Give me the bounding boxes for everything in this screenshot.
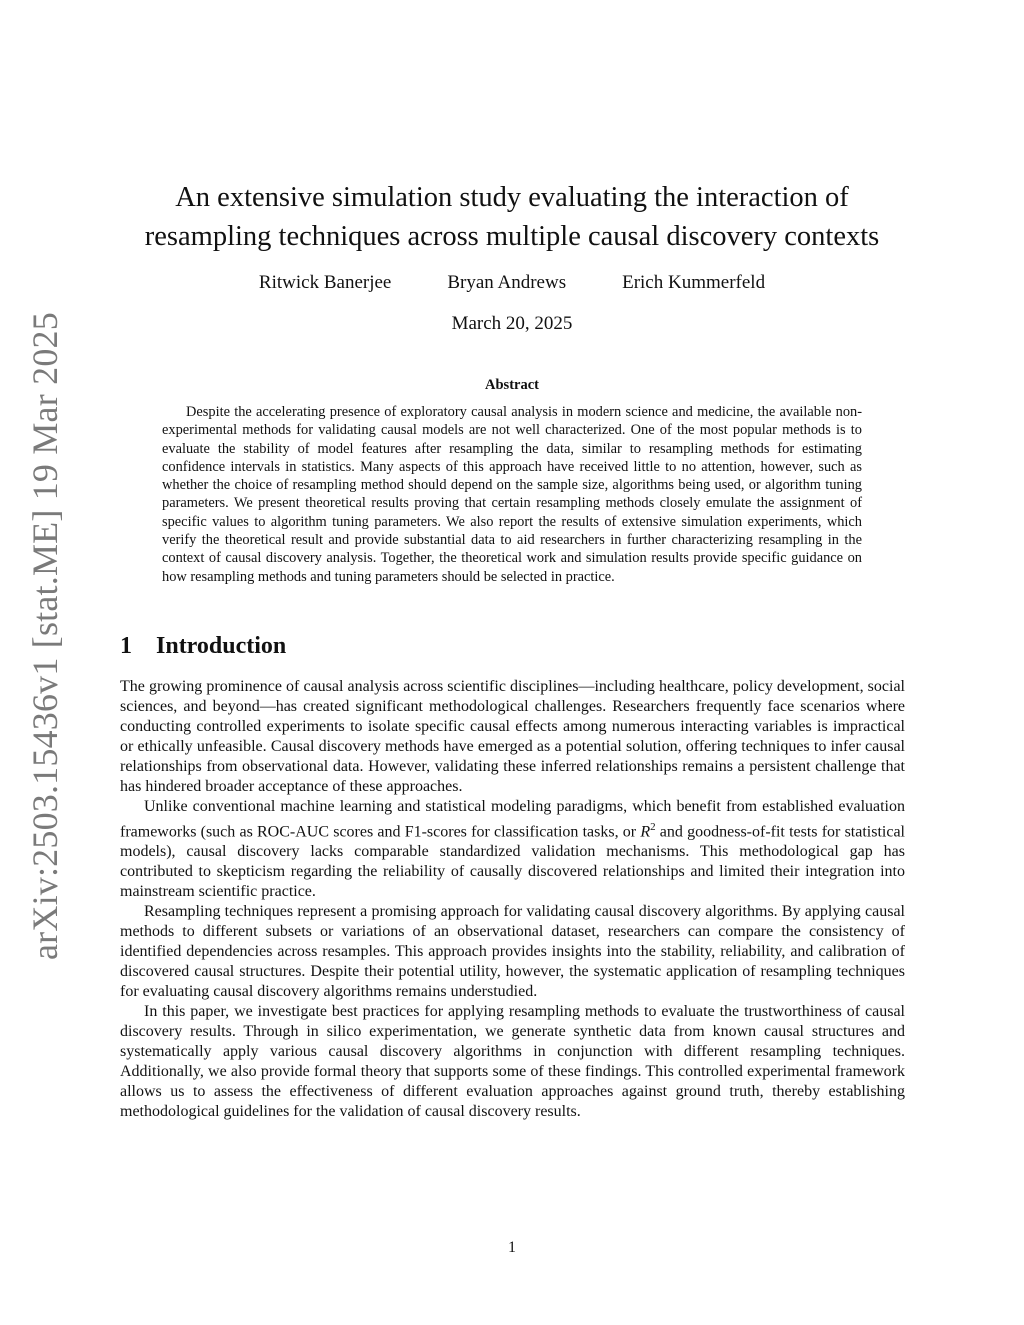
paragraph: The growing prominence of causal analysis across scientific disciplines—including healthcare, policy development, social sciences, and beyond—has created significant methodological challenges. Researchers frequently face scenarios where conducting controlled experiments to isolate specific causal effects among numerous interacting variables is impractical or ethically unfeasible. Causal discovery methods have emerged as a potential solution, offering techniques to infer causal relationships from observational data. However, validating these inferred relationships remains a persistent challenge that has hindered broader acceptance of these approaches. [120,678,905,795]
abstract-heading: Abstract [485,377,539,393]
publication-date: March 20, 2025 [451,313,573,334]
author-name: Bryan Andrews [447,272,567,293]
arxiv-identifier: arXiv:2503.15436v1 [stat.ME] 19 Mar 2025 [25,312,65,960]
paper-title: An extensive simulation study evaluating the interaction of resampling techniques across multiple causal discovery contexts [144,182,880,252]
section-number: 1 [120,633,132,659]
paragraph: Resampling techniques represent a promising approach for validating causal discovery algorithms. By applying causal methods to different subsets or variations of an observational dataset, researchers can compare the consistency of identified dependencies across resamples. This approach provides insights into the stability, reliability, and calibration of discovered causal structures. Despite their potential utility, however, the systematic application of resampling techniques for evaluating causal discovery algorithms remains understudied. [120,903,905,1001]
section-body [120,677,905,1122]
author-name: Erich Kummerfeld [622,272,766,293]
section-heading [120,633,904,660]
paragraph: In this paper, we investigate best practices for applying resampling methods to evaluate the trustworthiness of causal discovery results. Through in silico experimentation, we generate synthetic data from known causal structures and systematically apply various causal discovery algorithms in conjunction with different resampling techniques. Additionally, we also provide formal theory that supports some of these findings. This controlled experimental framework allows us to assess the effectiveness of different evaluation approaches against ground truth, thereby establishing methodological guidelines for the validation of causal discovery results. [120,1003,905,1121]
section-title: Introduction [156,633,287,659]
paragraph [120,797,905,902]
abstract-text: Despite the accelerating presence of exploratory causal analysis in modern science and medicine, the available non-experimental methods for validating causal models are not well characterized. One of the most popular methods is to evaluate the stability of model features after resampling the data, similar to resampling methods for estimating confidence intervals in statistics. Many aspects of this approach have received little to no attention, however, such as whether the choice of resampling method should depend on the sample size, algorithms being used, or algorithm tuning parameters. We present theoretical results proving that certain resampling methods closely emulate the assignment of specific values to algorithm tuning parameters. We also report the results of extensive simulation experiments, which verify the theoretical result and provide substantial data to aid researchers in further characterizing resampling in the context of causal discovery analysis. Together, the theoretical work and simulation results provide specific guidance on how resampling methods and tuning parameters should be selected in practice. [162,404,862,585]
author-list [120,272,904,294]
math-superscript: 2 [650,821,656,833]
author-name: Ritwick Banerjee [258,272,392,293]
paragraph-text: Unlike conventional machine learning and statistical modeling paradigms, which benefit from established evaluation frameworks (such as ROC-AUC scores and F1-scores for classification tasks, or [120,798,905,841]
math-symbol: R [640,823,651,841]
paragraph-text: and goodness-of-fit tests for statistical models), causal discovery lacks comparable standardized validation mechanisms. This methodological gap has contributed to skepticism regarding the reliability of causally discovered relationships and limited their integration into mainstream scientific practice. [120,823,906,901]
page-number: 1 [508,1239,516,1256]
